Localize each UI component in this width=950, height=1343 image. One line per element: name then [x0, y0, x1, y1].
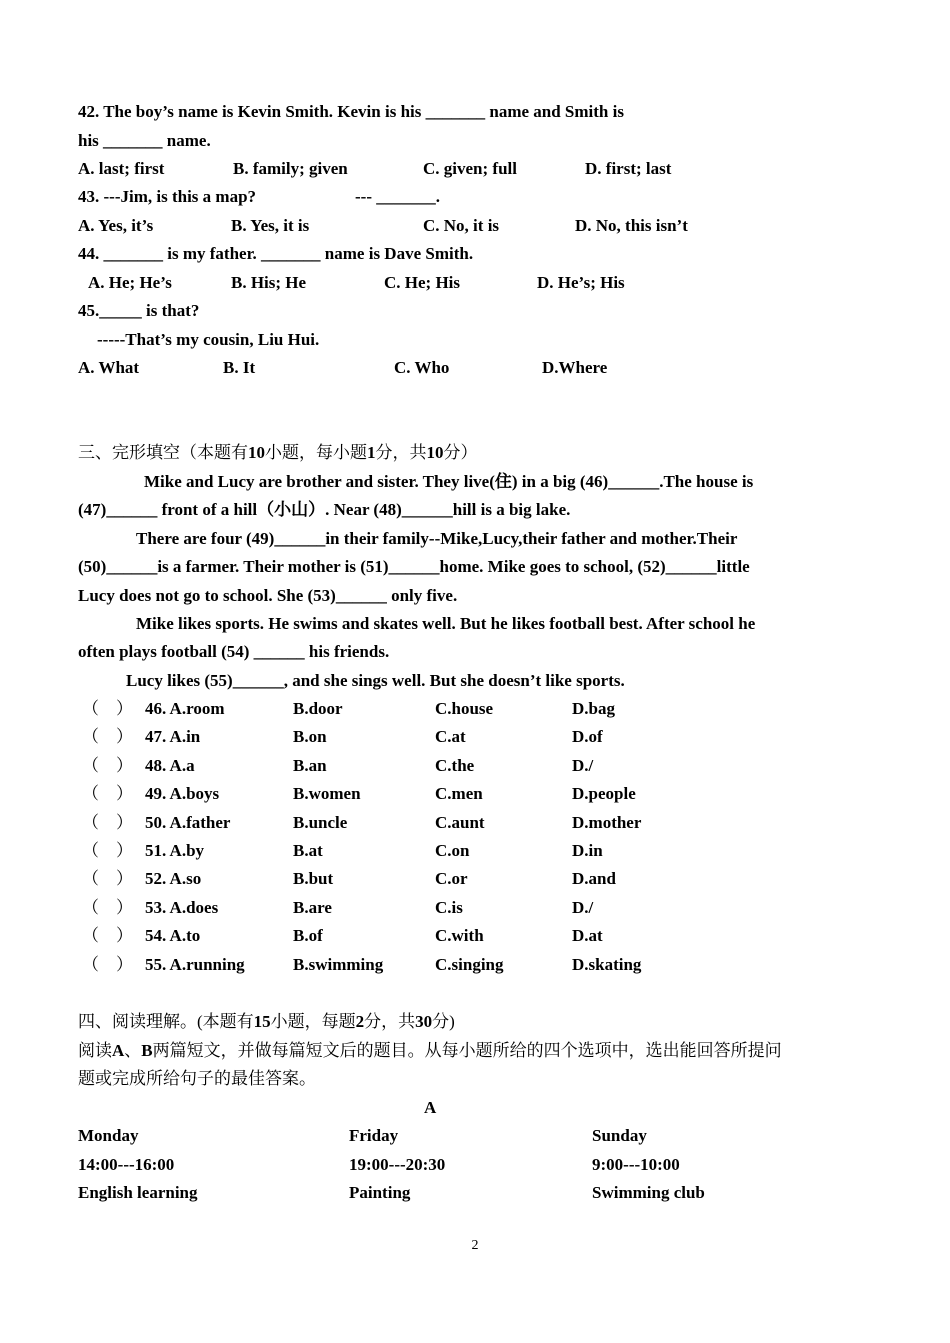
cloze-option-d: D.bag: [572, 699, 615, 718]
cloze-option-q: 50. A.father: [145, 813, 231, 832]
schedule-time: 14:00---16:00: [78, 1155, 175, 1174]
q44-option-d: D. He’s; His: [537, 273, 625, 292]
cloze-option-d: D./: [572, 756, 594, 775]
cloze-option-c: C.with: [435, 926, 484, 945]
cloze-option-q: 49. A.boys: [145, 784, 220, 803]
cloze-option-c: C.singing: [435, 955, 504, 974]
q44-option-a: A. He; He’s: [88, 273, 172, 292]
passage-line: Lucy likes (55)______, and she sings well. But she doesn’t like sports.: [126, 671, 625, 690]
cloze-option-c: C.aunt: [435, 813, 485, 832]
q44-option-c: C. He; His: [384, 273, 461, 292]
cloze-option-c: C.the: [435, 756, 475, 775]
cloze-option-b: B.swimming: [293, 955, 384, 974]
passage-line: There are four (49)______in their family--Mike,Lucy,their father and mother.Their: [136, 529, 738, 548]
q42-option-b: B. family; given: [233, 159, 348, 178]
q45-option-b: B. It: [223, 358, 256, 377]
cloze-option-b: B.of: [293, 926, 323, 945]
q44-option-b: B. His; He: [231, 273, 307, 292]
cloze-option-q: 53. A.does: [145, 898, 219, 917]
q45-option-d: D.Where: [542, 358, 608, 377]
q45-stem: 45._____ is that?: [78, 301, 200, 320]
schedule-activity: English learning: [78, 1183, 198, 1202]
cloze-option-c: C.men: [435, 784, 483, 803]
cloze-option-q: 46. A.room: [145, 699, 225, 718]
passage-line: (47)______ front of a hill（小山）. Near (48)______hill is a big lake.: [78, 500, 571, 519]
cloze-option-q: 52. A.so: [145, 869, 202, 888]
q42-stem-line1: 42. The boy’s name is Kevin Smith. Kevin is his _______ name and Smith is: [78, 102, 624, 121]
schedule-time: 9:00---10:00: [592, 1155, 680, 1174]
section-4-instructions: 阅读A、B两篇短文，并做每篇短文后的题目。从每小题所给的四个选项中，选出能回答所提问: [78, 1041, 782, 1060]
cloze-option-q: 51. A.by: [145, 841, 205, 860]
passage-line: Lucy does not go to school. She (53)______ only five.: [78, 586, 458, 605]
cloze-option-d: D.people: [572, 784, 636, 803]
q43-reply: --- _______.: [355, 187, 440, 206]
cloze-option-b: B.but: [293, 869, 334, 888]
cloze-option-c: C.at: [435, 727, 466, 746]
answer-bracket: （ ）: [82, 926, 133, 945]
cloze-option-c: C.is: [435, 898, 463, 917]
passage-a-title: A: [424, 1098, 437, 1117]
q45-option-c: C. Who: [394, 358, 450, 377]
q42-option-a: A. last; first: [78, 159, 165, 178]
q42-option-c: C. given; full: [423, 159, 517, 178]
cloze-option-c: C.on: [435, 841, 470, 860]
cloze-option-d: D.and: [572, 869, 616, 888]
section-4-heading: 四、阅读理解。(本题有15小题，每题2分，共30分): [78, 1012, 455, 1031]
cloze-option-d: D.at: [572, 926, 603, 945]
passage-line: (50)______is a farmer. Their mother is (51)______home. Mike goes to school, (52)______little: [78, 557, 750, 576]
cloze-option-c: C.or: [435, 869, 468, 888]
answer-bracket: （ ）: [82, 841, 133, 860]
q43-option-d: D. No, this isn’t: [575, 216, 688, 235]
q42-option-d: D. first; last: [585, 159, 672, 178]
answer-bracket: （ ）: [82, 784, 133, 803]
cloze-option-b: B.at: [293, 841, 323, 860]
q43-option-b: B. Yes, it is: [231, 216, 310, 235]
answer-bracket: （ ）: [82, 869, 133, 888]
cloze-option-q: 54. A.to: [145, 926, 201, 945]
answer-bracket: （ ）: [82, 699, 133, 718]
q43-option-a: A. Yes, it’s: [78, 216, 154, 235]
schedule-day: Monday: [78, 1126, 139, 1145]
q42-stem-line2: his _______ name.: [78, 131, 211, 150]
cloze-option-d: D.skating: [572, 955, 642, 974]
answer-bracket: （ ）: [82, 955, 133, 974]
cloze-option-q: 47. A.in: [145, 727, 201, 746]
cloze-option-b: B.are: [293, 898, 332, 917]
answer-bracket: （ ）: [82, 756, 133, 775]
page-number: 2: [471, 1238, 479, 1253]
q43-stem: 43. ---Jim, is this a map?: [78, 187, 257, 206]
passage-line: often plays football (54) ______ his friends.: [78, 642, 390, 661]
schedule-activity: Painting: [349, 1183, 411, 1202]
section-3-heading: 三、完形填空（本题有10小题，每小题1分，共10分）: [78, 443, 478, 462]
cloze-option-b: B.door: [293, 699, 343, 718]
cloze-option-d: D.of: [572, 727, 603, 746]
cloze-option-d: D.mother: [572, 813, 642, 832]
schedule-activity: Swimming club: [592, 1183, 705, 1202]
cloze-option-b: B.an: [293, 756, 327, 775]
q45-reply: -----That’s my cousin, Liu Hui.: [97, 330, 320, 349]
cloze-option-q: 55. A.running: [145, 955, 245, 974]
answer-bracket: （ ）: [82, 727, 133, 746]
q45-option-a: A. What: [78, 358, 140, 377]
answer-bracket: （ ）: [82, 898, 133, 917]
q44-stem: 44. _______ is my father. _______ name is Dave Smith.: [78, 244, 474, 263]
schedule-time: 19:00---20:30: [349, 1155, 446, 1174]
passage-line: Mike likes sports. He swims and skates well. But he likes football best. After school he: [136, 614, 756, 633]
schedule-day: Friday: [349, 1126, 399, 1145]
cloze-option-d: D.in: [572, 841, 603, 860]
cloze-option-b: B.on: [293, 727, 327, 746]
schedule-day: Sunday: [592, 1126, 647, 1145]
cloze-option-q: 48. A.a: [145, 756, 195, 775]
q43-option-c: C. No, it is: [423, 216, 500, 235]
passage-line: Mike and Lucy are brother and sister. They live(住) in a big (46)______.The house is: [144, 472, 754, 491]
answer-bracket: （ ）: [82, 813, 133, 832]
section-4-instructions-cont: 题或完成所给句子的最佳答案。: [78, 1069, 316, 1088]
cloze-option-d: D./: [572, 898, 594, 917]
cloze-option-b: B.uncle: [293, 813, 348, 832]
cloze-option-c: C.house: [435, 699, 494, 718]
cloze-option-b: B.women: [293, 784, 361, 803]
